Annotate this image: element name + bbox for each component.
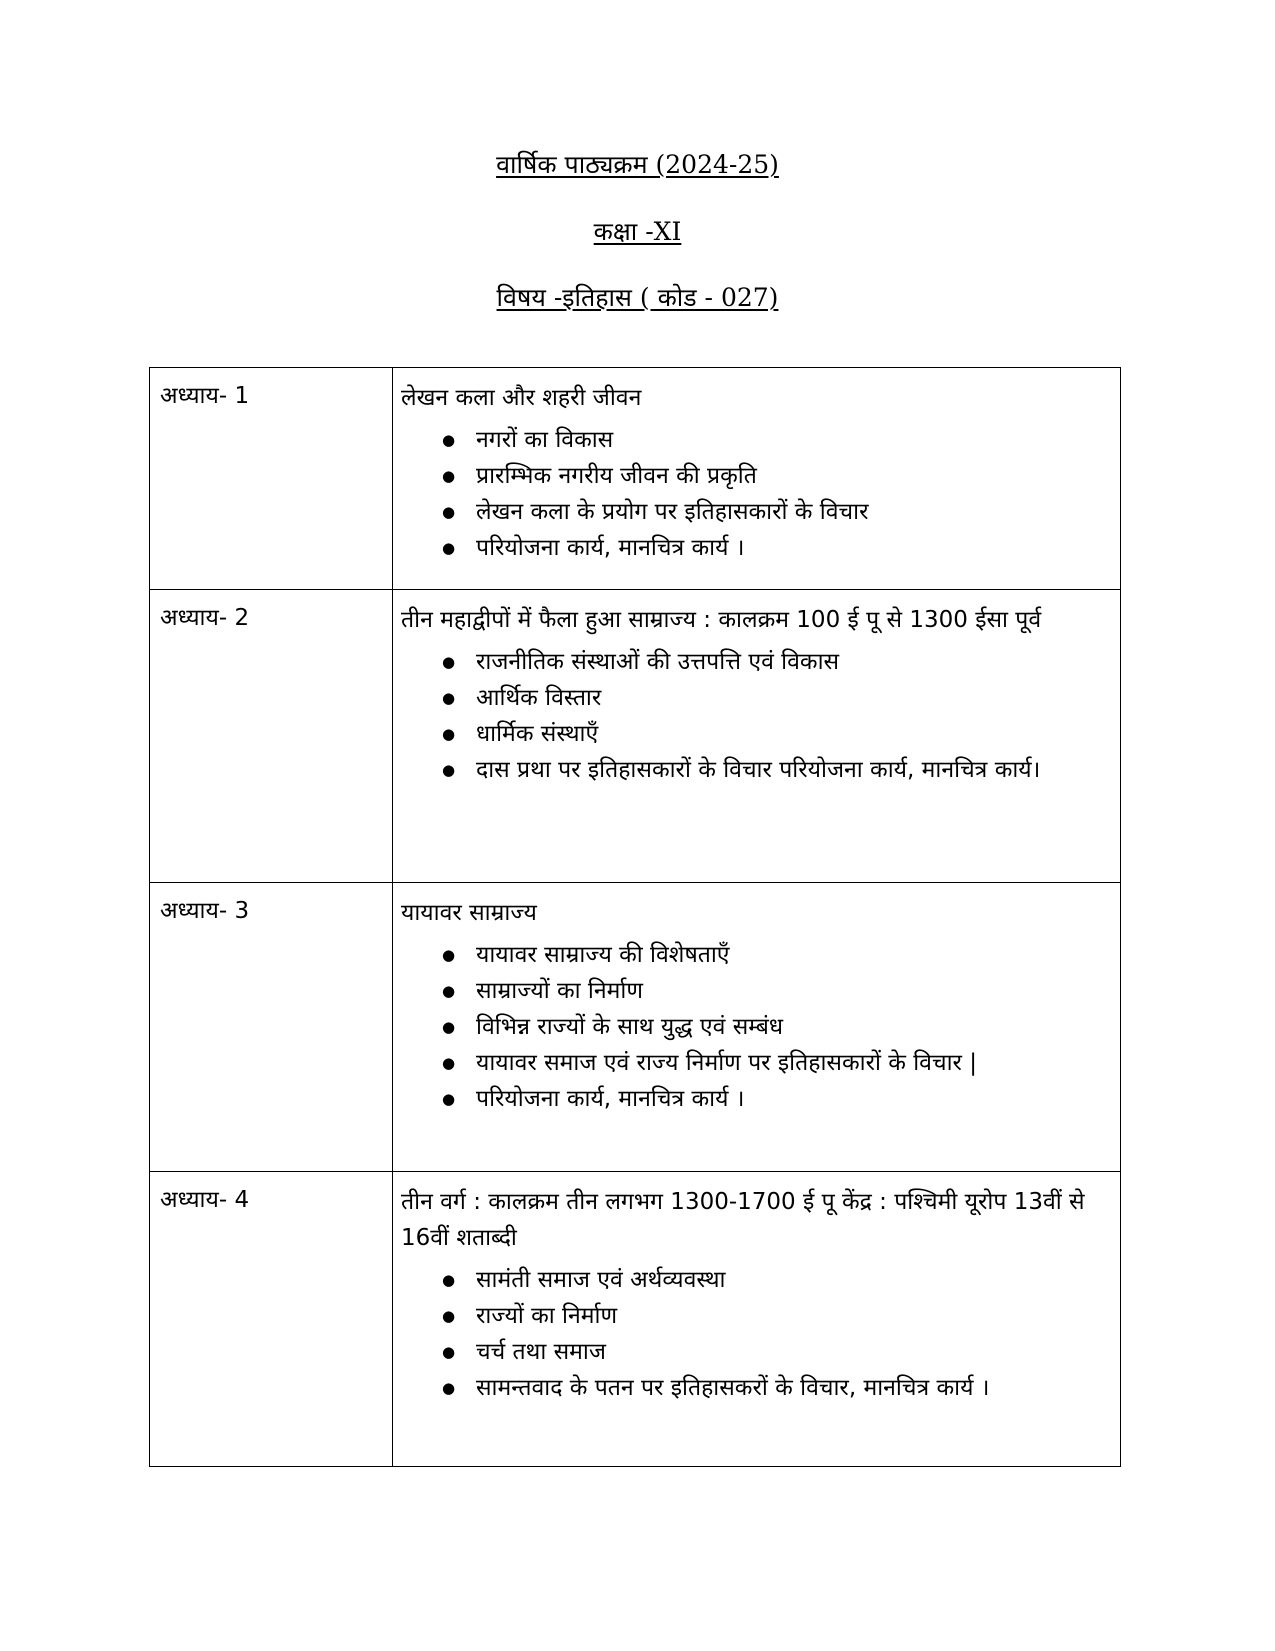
class-heading: कक्षा -XI — [593, 217, 682, 246]
chapter-row — [150, 883, 1121, 1172]
topic-item: ● प्रारम्भिक नगरीय जीवन की प्रकृति — [476, 458, 1112, 494]
topic-item: ● यायावर समाज एवं राज्य निर्माण पर इतिहासकारों के विचार | — [476, 1045, 1112, 1081]
topic-item: ● धार्मिक संस्थाएँ — [476, 716, 1112, 752]
chapter-row — [150, 1172, 1121, 1467]
chapter-label: अध्याय- 1 — [160, 383, 250, 409]
topic-item: ● विभिन्न राज्यों के साथ युद्ध एवं सम्बंध — [476, 1009, 1112, 1045]
topic-item: ● लेखन कला के प्रयोग पर इतिहासकारों के विचार — [476, 494, 1112, 530]
topic-item: ● राजनीतिक संस्थाओं की उत्तपत्ति एवं विकास — [476, 644, 1112, 680]
chapter-title: लेखन कला और शहरी जीवन — [401, 385, 642, 411]
chapter-content-cell — [393, 368, 1121, 590]
chapter-row — [150, 368, 1121, 590]
syllabus-table — [149, 367, 1121, 1467]
topic-item: ● दास प्रथा पर इतिहासकारों के विचार परियोजना कार्य, मानचित्र कार्य। — [476, 752, 1112, 788]
chapter-content-cell — [393, 1172, 1121, 1467]
chapter-title: यायावर साम्राज्य — [401, 900, 537, 926]
topic-item: ● यायावर साम्राज्य की विशेषताएँ — [476, 937, 1112, 973]
chapter-content-cell — [393, 883, 1121, 1172]
topic-item: ● परियोजना कार्य, मानचित्र कार्य । — [476, 1081, 1112, 1117]
topic-list — [401, 1262, 1112, 1406]
chapter-content-cell — [393, 590, 1121, 883]
topic-item: ● राज्यों का निर्माण — [476, 1298, 1112, 1334]
chapter-label: अध्याय- 4 — [160, 1187, 250, 1213]
topic-item: ● सामन्तवाद के पतन पर इतिहासकरों के विचार, मानचित्र कार्य । — [476, 1370, 1112, 1406]
chapter-label-cell — [150, 883, 393, 1172]
topic-item: ● साम्राज्यों का निर्माण — [476, 973, 1112, 1009]
chapter-title: तीन वर्ग : कालक्रम तीन लगभग 1300-1700 ई पू केंद्र : पश्चिमी यूरोप 13वीं से 16वीं शताब्दी — [401, 1189, 1085, 1251]
chapter-label: अध्याय- 2 — [160, 605, 250, 631]
page-title: वार्षिक पाठ्यक्रम (2024-25) — [496, 150, 779, 179]
chapter-row — [150, 590, 1121, 883]
chapter-label-cell — [150, 590, 393, 883]
topic-item: ● नगरों का विकास — [476, 422, 1112, 458]
topic-item: ● सामंती समाज एवं अर्थव्यवस्था — [476, 1262, 1112, 1298]
topic-item: ● आर्थिक विस्तार — [476, 680, 1112, 716]
chapter-label-cell — [150, 368, 393, 590]
topic-list — [401, 644, 1112, 788]
topic-list — [401, 937, 1112, 1117]
topic-item: ● परियोजना कार्य, मानचित्र कार्य । — [476, 530, 1112, 566]
chapter-label-cell — [150, 1172, 393, 1467]
subject-heading: विषय -इतिहास ( कोड - 027) — [496, 283, 779, 312]
topic-list — [401, 422, 1112, 566]
chapter-label: अध्याय- 3 — [160, 898, 250, 924]
topic-item: ● चर्च तथा समाज — [476, 1334, 1112, 1370]
chapter-title: तीन महाद्वीपों में फैला हुआ साम्राज्य : कालक्रम 100 ई पू से 1300 ईसा पूर्व — [401, 607, 1042, 633]
